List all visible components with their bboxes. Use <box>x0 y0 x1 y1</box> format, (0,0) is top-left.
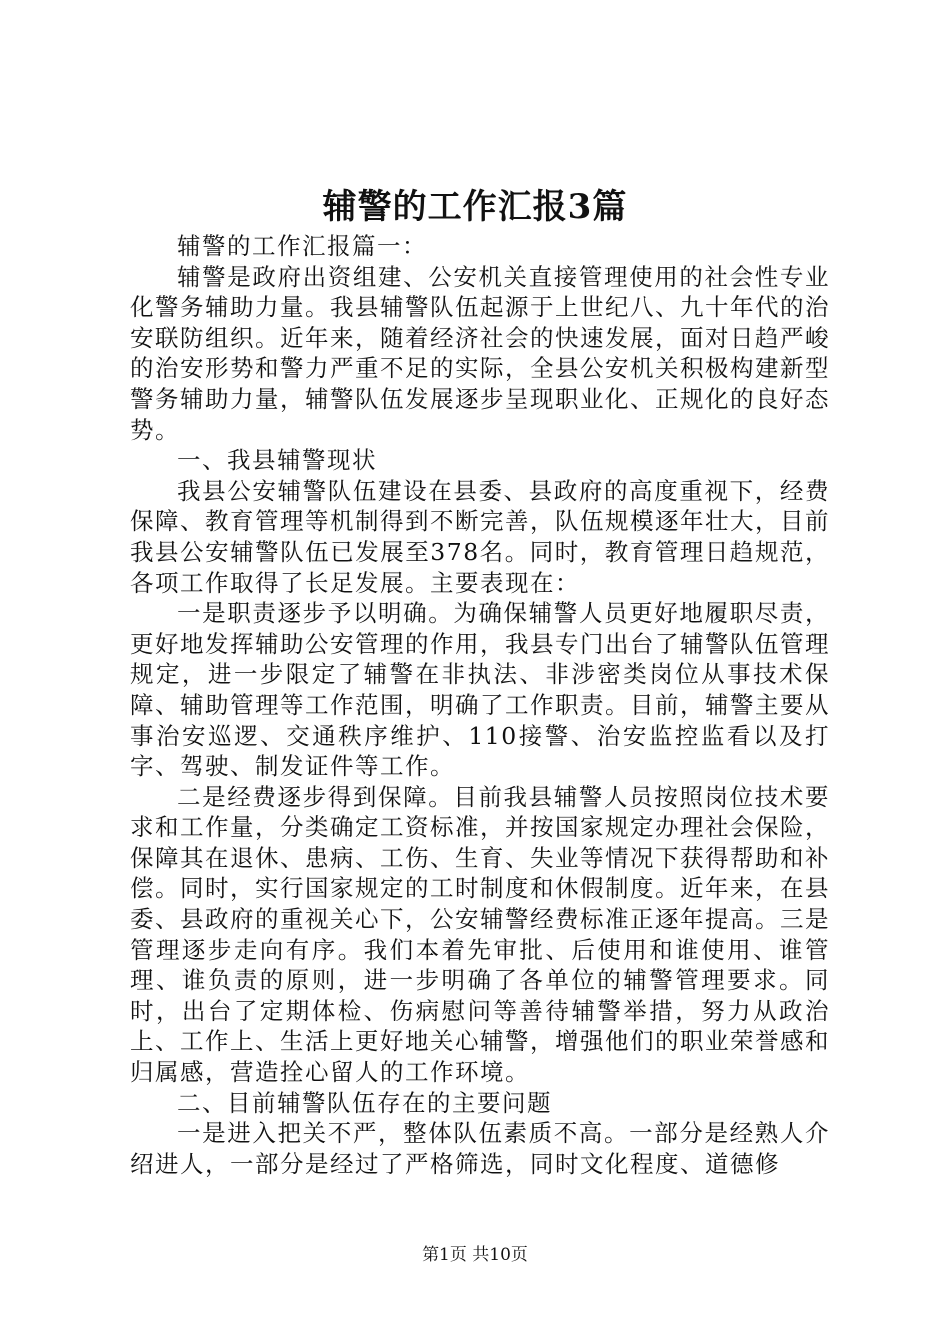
paragraph-problems: 一是进入把关不严，整体队伍素质不高。一部分是经熟人介绍进人，一部分是经过了严格筛选，同时文化程度、道德修 <box>130 1119 830 1178</box>
paragraph-subtitle: 辅警的工作汇报篇一： <box>177 232 427 260</box>
paragraph-duties: 一是职责逐步予以明确。为确保辅警人员更好地履职尽责，更好地发挥辅助公安管理的作用，我县专门出台了辅警队伍管理规定，进一步限定了辅警在非执法、非涉密类岗位从事技术保障、辅助管理等工作范围，明确了工作职责。目前，辅警主要从事治安巡逻、交通秩序维护、110接警、治安监控监看以及打字、驾驶、制发证件等工作。 <box>130 599 830 781</box>
section-heading-status: 一、我县辅警现状 <box>177 446 377 475</box>
paragraph-status: 我县公安辅警队伍建设在县委、县政府的高度重视下，经费保障、教育管理等机制得到不断完善，队伍规模逐年壮大，目前我县公安辅警队伍已发展至378名。同时，教育管理日趋规范，各项工作取得了长足发展。主要表现在： <box>130 476 830 597</box>
paragraph-funding: 二是经费逐步得到保障。目前我县辅警人员按照岗位技术要求和工作量，分类确定工资标准，并按国家规定办理社会保险，保障其在退休、患病、工伤、生育、失业等情况下获得帮助和补偿。同时，实行国家规定的工时制度和休假制度。近年来，在县委、县政府的重视关心下，公安辅警经费标准正逐年提高。三是管理逐步走向有序。我们本着先审批、后使用和谁使用、谁管理、谁负责的原则，进一步明确了各单位的辅警管理要求。同时，出台了定期体检、伤病慰问等善待辅警举措，努力从政治上、工作上、生活上更好地关心辅警，增强他们的职业荣誉感和归属感，营造拴心留人的工作环境。 <box>130 782 830 1087</box>
page-number-footer: 第1页 共10页 <box>422 1245 528 1265</box>
document-title: 辅警的工作汇报3篇 <box>322 187 628 227</box>
document-body <box>130 231 830 1179</box>
paragraph-intro: 辅警是政府出资组建、公安机关直接管理使用的社会性专业化警务辅助力量。我县辅警队伍起源于上世纪八、九十年代的治安联防组织。近年来，随着经济社会的快速发展，面对日趋严峻的治安形势和警力严重不足的实际，全县公安机关积极构建新型警务辅助力量，辅警队伍发展逐步呈现职业化、正规化的良好态势。 <box>130 262 830 444</box>
section-heading-problems: 二、目前辅警队伍存在的主要问题 <box>177 1088 552 1117</box>
